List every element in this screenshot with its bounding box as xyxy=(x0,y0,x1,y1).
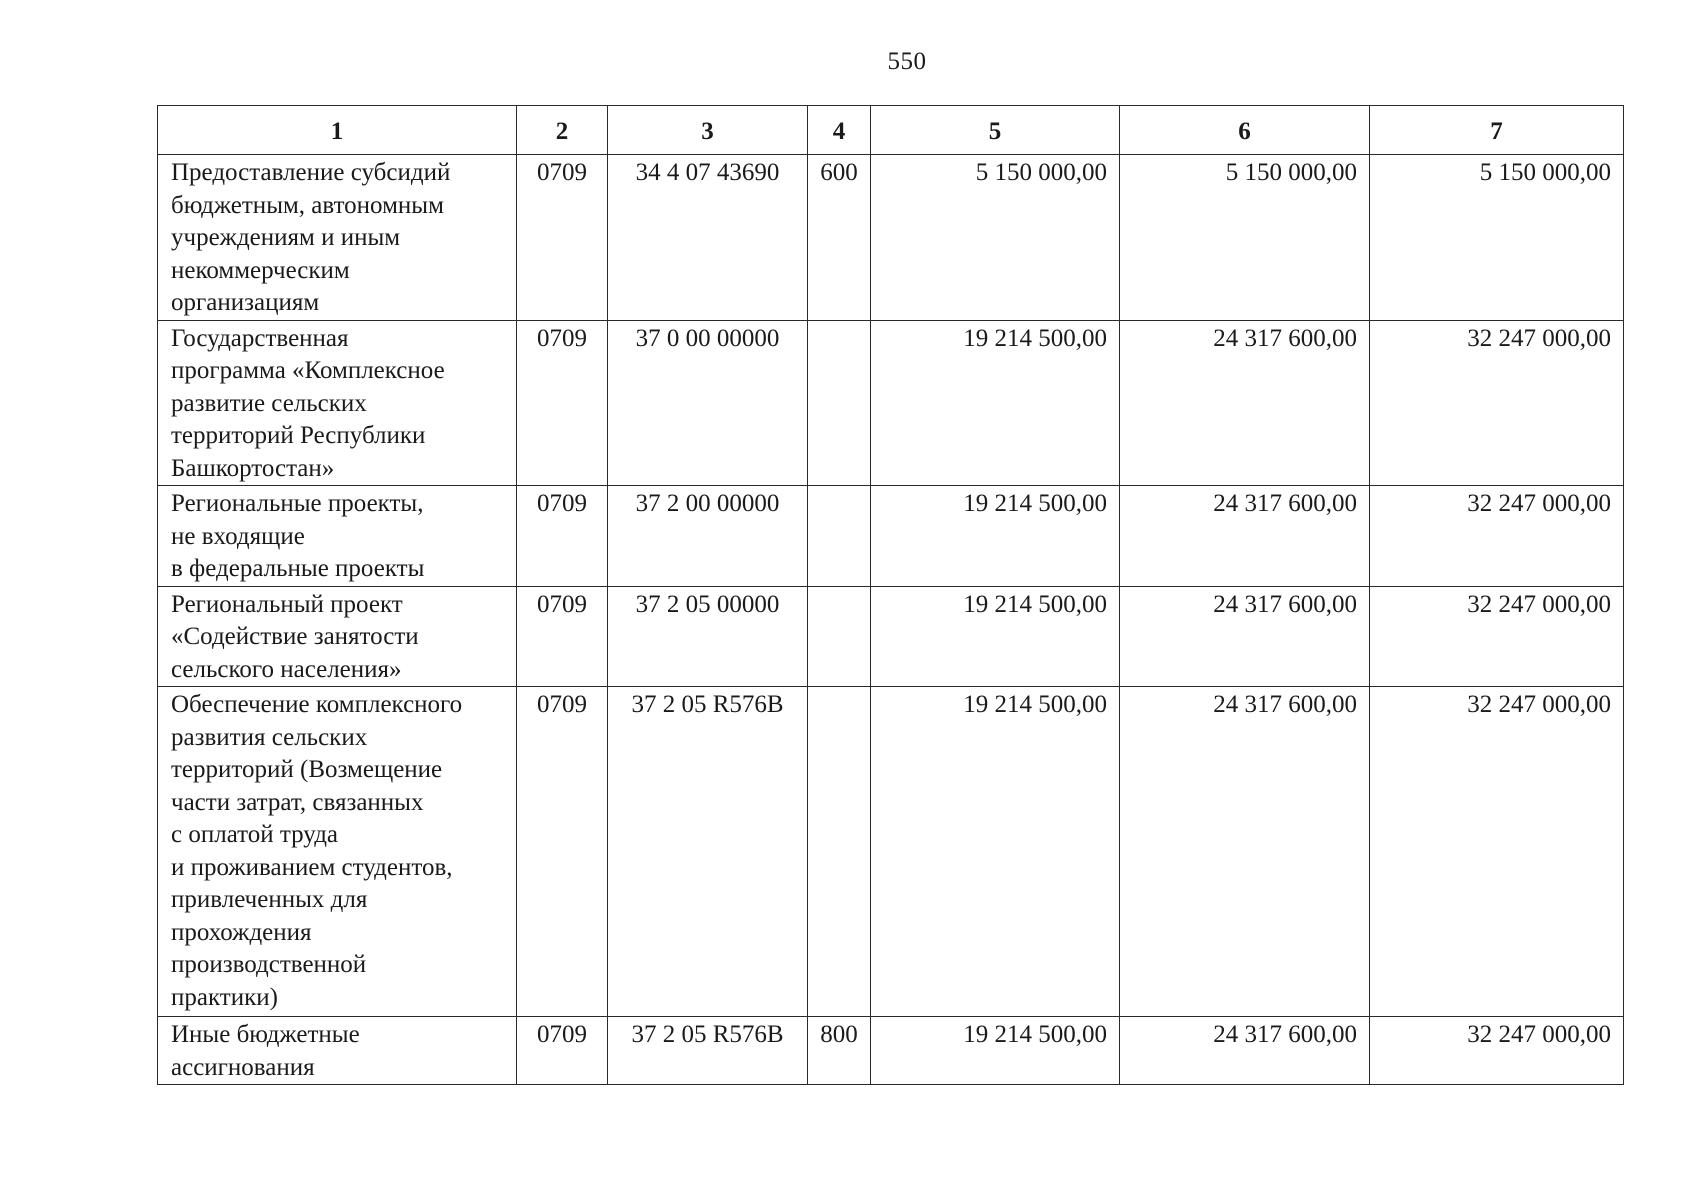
row-name xyxy=(158,586,517,687)
header-col-3: 3 xyxy=(608,106,808,155)
name-line: и проживанием студентов, xyxy=(171,853,453,881)
row-value-col5: 19 214 500,00 xyxy=(871,486,1120,587)
table-row xyxy=(158,320,1624,486)
row-name xyxy=(158,687,517,1017)
row-value-col7: 5 150 000,00 xyxy=(1370,155,1624,321)
row-value-col6: 24 317 600,00 xyxy=(1120,320,1370,486)
row-section: 0709 xyxy=(517,687,608,1017)
row-value-col5: 19 214 500,00 xyxy=(871,586,1120,687)
name-line: Региональные проекты, xyxy=(171,490,424,517)
page-number: 550 xyxy=(887,48,927,75)
row-value-col6: 24 317 600,00 xyxy=(1120,586,1370,687)
name-line: с оплатой труда xyxy=(171,821,339,848)
row-section: 0709 xyxy=(517,320,608,486)
table-header xyxy=(158,106,1624,155)
budget-table xyxy=(157,105,1624,1085)
name-line: программа «Комплексное xyxy=(171,357,445,384)
row-value-col7: 32 247 000,00 xyxy=(1370,320,1624,486)
name-line: сельского населения» xyxy=(171,655,402,683)
row-value-col7: 32 247 000,00 xyxy=(1370,486,1624,587)
row-type: 600 xyxy=(808,155,871,321)
row-value-col6: 24 317 600,00 xyxy=(1120,687,1370,1017)
row-name xyxy=(158,155,517,321)
name-line: привлеченных для xyxy=(171,886,368,913)
row-section: 0709 xyxy=(517,155,608,321)
name-line: территорий (Возмещение xyxy=(171,756,443,783)
row-type xyxy=(808,320,871,486)
header-col-2: 2 xyxy=(517,106,608,155)
name-line: ассигнования xyxy=(171,1053,315,1081)
name-line: Обеспечение комплексного xyxy=(171,691,463,718)
header-col-5: 5 xyxy=(871,106,1120,155)
name-line: производственной xyxy=(171,951,367,978)
row-code: 37 2 05 R576B xyxy=(608,687,808,1017)
table-body xyxy=(158,155,1624,1085)
row-code: 34 4 07 43690 xyxy=(608,155,808,321)
name-line: учреждениям и иным xyxy=(171,224,401,251)
header-row xyxy=(158,106,1624,155)
row-code: 37 2 05 00000 xyxy=(608,586,808,687)
header-col-6: 6 xyxy=(1120,106,1370,155)
table-row xyxy=(158,155,1624,321)
row-value-col5: 19 214 500,00 xyxy=(871,320,1120,486)
row-code: 37 2 00 00000 xyxy=(608,486,808,587)
row-name xyxy=(158,486,517,587)
name-line: развитие сельских xyxy=(171,389,367,417)
row-type xyxy=(808,687,871,1017)
row-value-col6: 5 150 000,00 xyxy=(1120,155,1370,321)
name-line: «Содействие занятости xyxy=(171,623,419,650)
table-row xyxy=(158,586,1624,687)
row-section: 0709 xyxy=(517,586,608,687)
name-line: прохождения xyxy=(171,918,312,946)
row-section: 0709 xyxy=(517,486,608,587)
row-code: 37 2 05 R576B xyxy=(608,1017,808,1085)
header-col-1: 1 xyxy=(158,106,517,155)
row-value-col5: 5 150 000,00 xyxy=(871,155,1120,321)
row-value-col7: 32 247 000,00 xyxy=(1370,1017,1624,1085)
row-type xyxy=(808,586,871,687)
name-line: Иные бюджетные xyxy=(171,1021,360,1048)
row-name xyxy=(158,320,517,486)
row-type xyxy=(808,486,871,587)
name-line: не входящие xyxy=(171,522,305,550)
row-value-col5: 19 214 500,00 xyxy=(871,687,1120,1017)
table-row xyxy=(158,687,1624,1017)
table-row xyxy=(158,486,1624,587)
row-type: 800 xyxy=(808,1017,871,1085)
row-value-col7: 32 247 000,00 xyxy=(1370,687,1624,1017)
name-line: территорий Республики xyxy=(171,422,426,449)
name-line: Башкортостан» xyxy=(171,454,335,482)
name-line: практики) xyxy=(171,983,278,1011)
row-value-col7: 32 247 000,00 xyxy=(1370,586,1624,687)
name-line: Региональный проект xyxy=(171,590,403,618)
name-line: бюджетным, автономным xyxy=(171,191,444,219)
row-value-col6: 24 317 600,00 xyxy=(1120,1017,1370,1085)
table-row xyxy=(158,1017,1624,1085)
row-value-col6: 24 317 600,00 xyxy=(1120,486,1370,587)
row-name xyxy=(158,1017,517,1085)
name-line: Государственная xyxy=(171,324,349,352)
name-line: организациям xyxy=(171,289,320,316)
name-line: в федеральные проекты xyxy=(171,555,425,582)
header-col-4: 4 xyxy=(808,106,871,155)
name-line: Предоставление субсидий xyxy=(171,159,451,186)
row-value-col5: 19 214 500,00 xyxy=(871,1017,1120,1085)
header-col-7: 7 xyxy=(1370,106,1624,155)
name-line: развития сельских xyxy=(171,723,368,751)
name-line: части затрат, связанных xyxy=(171,788,424,816)
row-code: 37 0 00 00000 xyxy=(608,320,808,486)
row-section: 0709 xyxy=(517,1017,608,1085)
name-line: некоммерческим xyxy=(171,256,350,284)
